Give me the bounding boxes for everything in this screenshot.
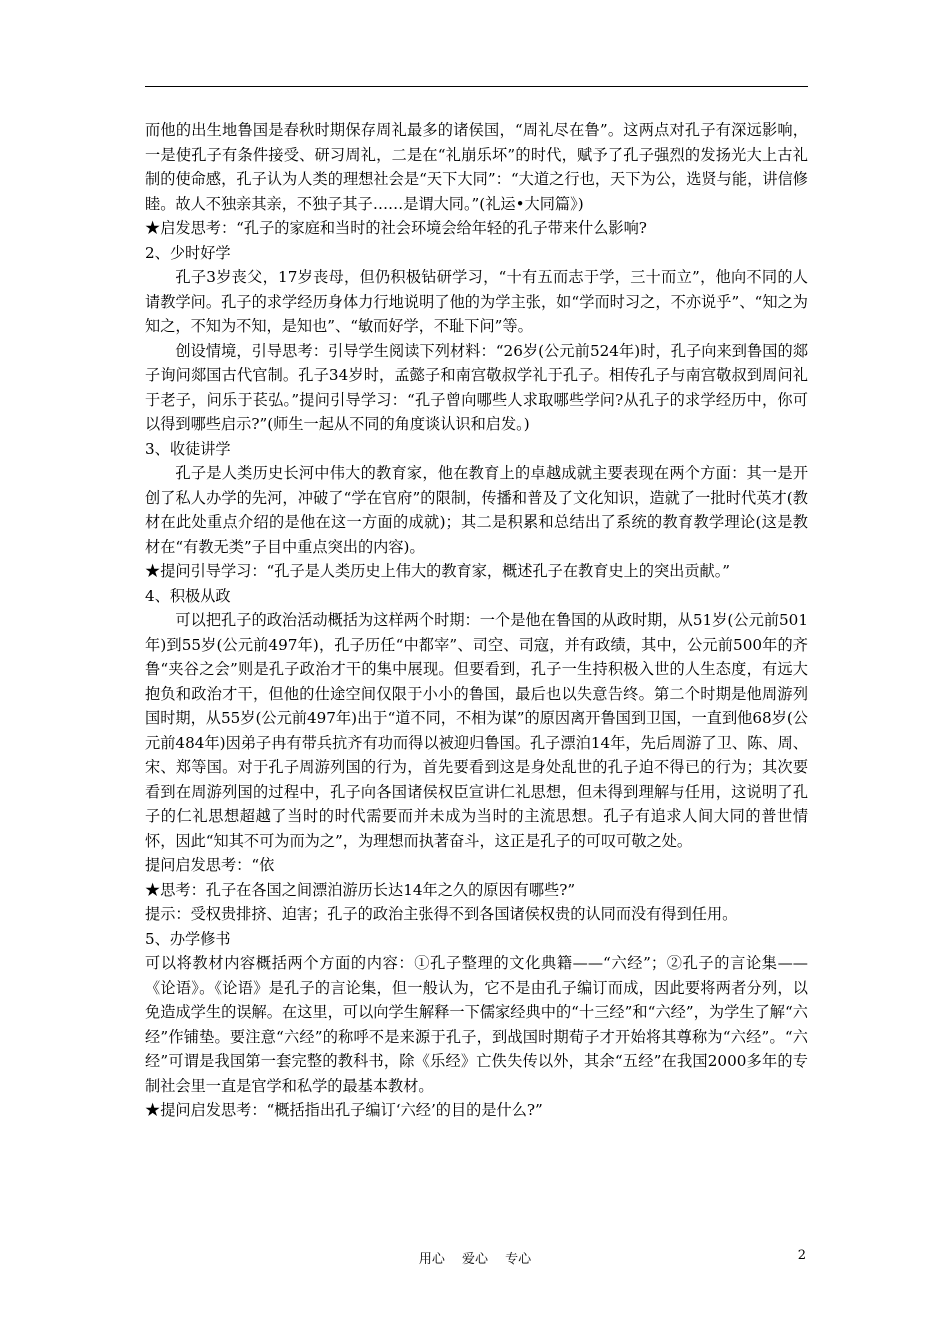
paragraph-zhouli: 而他的出生地鲁国是春秋时期保存周礼最多的诸侯国，“周礼尽在鲁”。这两点对孔子有深远影响，一是使孔子有条件接受、研习周礼，二是在“礼崩乐坏”的时代，赋予了孔子强烈的发扬光大上古礼制的使命感，孔子认为人类的理想社会是“天下大同”：“大道之行也，天下为公，选贤与能，讲信修睦。故人不独亲其亲，不独子其子……是谓大同。”(礼运•大同篇》): [145, 121, 808, 213]
section-heading-4: 4、积极从政: [145, 586, 231, 605]
paragraph-studious: 孔子3岁丧父，17岁丧母，但仍积极钻研学习，“十有五而志于学，三十而立”，他向不同的人请教学问。孔子的求学经历身体力行地说明了他的为学主张，如“学而时习之，不亦说乎”、“知之为知之，不知为不知，是知也”、“敏而好学，不耻下问”等。: [145, 268, 808, 335]
section-heading-2: 2、少时好学: [145, 243, 231, 262]
paragraph-scenario: 创设情境，引导思考：引导学生阅读下列材料：“26岁(公元前524年)时，孔子向来到鲁国的郯子询问郯国古代官制。孔子34岁时，孟懿子和南宫敬叔学礼于孔子。相传孔子与南宫敬叔到周问礼于老子，问乐于苌弘。”提问引导学习：“孔子曾向哪些人求取哪些学问?从孔子的求学经历中，你可以得到哪些启示?”(师生一起从不同的角度谈认识和启发。): [145, 341, 808, 433]
section-heading-3: 3、收徒讲学: [145, 439, 231, 458]
question-education-contribution: ★提问引导学习：“孔子是人类历史上伟大的教育家，概述孔子在教育史上的突出贡献。”: [145, 562, 731, 580]
question-family-influence: ★启发思考：“孔子的家庭和当时的社会环境会给年轻的孔子带来什么影响?: [145, 219, 647, 237]
page-number: 2: [797, 1248, 806, 1263]
question-wandering: ★思考：孔子在各国之间漂泊游历长达14年之久的原因有哪些?”: [145, 880, 576, 899]
paragraph-teaching: 孔子是人类历史长河中伟大的教育家，他在教育上的卓越成就主要表现在两个方面：其一是开创了私人办学的先河，冲破了“学在官府”的限制，传播和普及了文化知识，造就了一批时代英才(教材在此处重点介绍的是他在这一方面的成就)；其二是积累和总结出了系统的教育教学理论(这是教材在“有教无类”子目中重点突出的内容)。: [145, 464, 808, 556]
page-footer: [0, 1248, 950, 1270]
footer-motto: 用心 爱心 专心: [418, 1252, 532, 1267]
header-rule: [145, 86, 808, 87]
prompt-inspire: 提问启发思考：“依: [145, 856, 275, 874]
paragraph-politics: 可以把孔子的政治活动概括为这样两个时期：一个是他在鲁国的从政时期，从51岁(公元前501年)到55岁(公元前497年)，孔子历任“中都宰”、司空、司寇，并有政绩，其中，公元前500年的齐鲁“夹谷之会”则是孔子政治才干的集中展现。但要看到，孔子一生持积极入世的人生态度，有远大抱负和政治才干，但他的仕途空间仅限于小小的鲁国，最后也以失意告终。第二个时期是他周游列国时期，从55岁(公元前497年)出于“道不同，不相为谋”的原因离开鲁国到卫国，一直到他68岁(公元前484年)因弟子冉有带兵抗齐有功而得以被迎归鲁国。孔子漂泊14年，先后周游了卫、陈、周、宋、郑等国。对于孔子周游列国的行为，首先要看到这是身处乱世的孔子迫不得已的行为；其次要看到在周游列国的过程中，孔子向各国诸侯权臣宣讲仁礼思想，但未得到理解与任用，这说明了孔子的仁礼思想超越了当时的时代需要而并未成为当时的主流思想。孔子有追求人间大同的普世情怀，因此“知其不可为而为之”，为理想而执著奋斗，这正是孔子的可叹可敬之处。: [145, 611, 808, 850]
section-heading-5: 5、办学修书: [145, 929, 231, 948]
document-body: [145, 118, 808, 1123]
paragraph-classics: 可以将教材内容概括两个方面的内容：①孔子整理的文化典籍——“六经”；②孔子的言论集——《论语》。《论语》是孔子的言论集，但一般认为，它不是由孔子编订而成，因此要将两者分列，以免造成学生的误解。在这里，可以向学生解释一下儒家经典中的“十三经”和“六经”，为学生了解“六经”作铺垫。要注意“六经”的称呼不是来源于孔子，到战国时期荀子才开始将其尊称为“六经”。“六经”可谓是我国第一套完整的教科书，除《乐经》亡佚失传以外，其余“五经”在我国2000多年的专制社会里一直是官学和私学的最基本教材。: [145, 954, 808, 1095]
hint-wandering: 提示：受权贵排挤、迫害；孔子的政治主张得不到各国诸侯权贵的认同而没有得到任用。: [145, 905, 738, 923]
question-six-classics: ★提问启发思考：“概括指出孔子编订‘六经’的目的是什么?”: [145, 1101, 543, 1119]
